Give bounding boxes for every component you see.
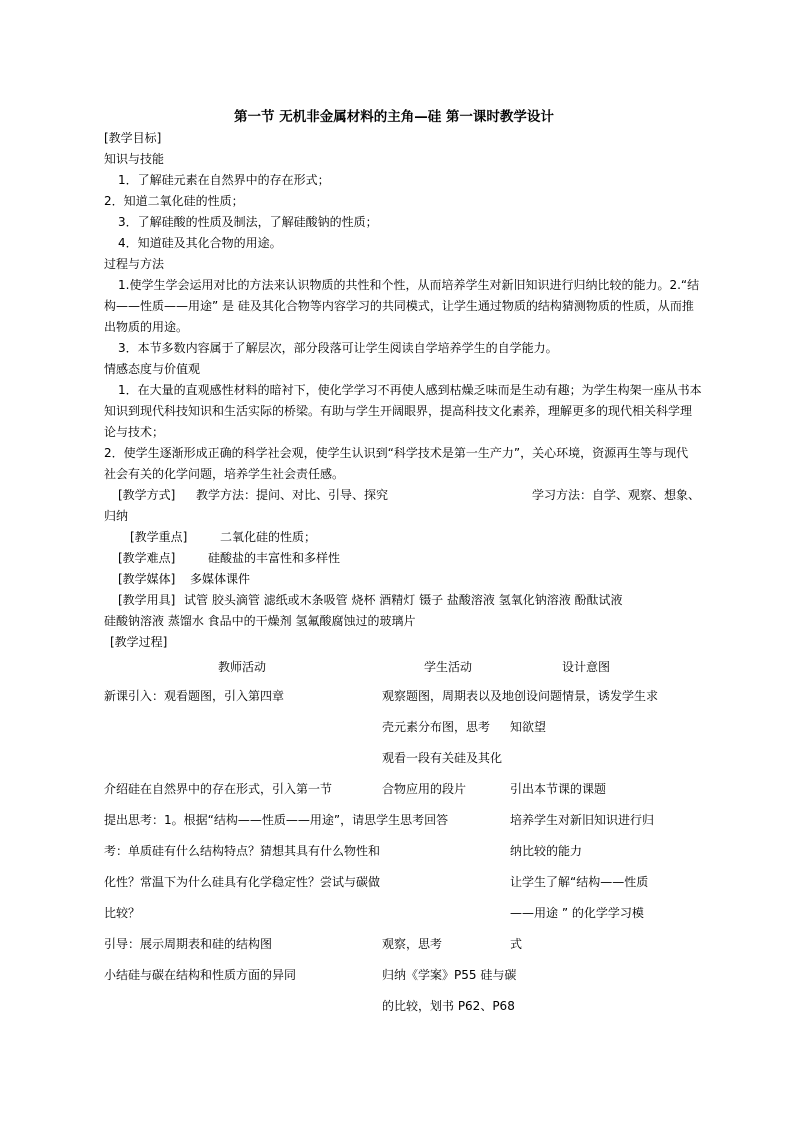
design-intent: 知欲望: [510, 720, 547, 734]
process-paragraph-line: 构——性质——用途” 是 硅及其化合物等内容学习的共同模式，让学生通过物质的结构猜测物质的性质，从而推: [104, 299, 694, 313]
student-activity: 观看一段有关硅及其化: [382, 751, 503, 765]
student-activity: 观察题图，周期表以及地创设问题情景，诱发学生求: [382, 689, 659, 703]
teacher-activity: 比较？: [104, 906, 141, 920]
knowledge-item: 1．了解硅元素在自然界中的存在形式；: [118, 173, 330, 187]
emotion-paragraph-line: 1．在大量的直观感性材料的暗衬下，使化学学习不再使人感到枯燥乏味而是生动有趣；为学生构架一座从书本: [118, 383, 702, 397]
emotion-paragraph-line: 论与技术；: [104, 425, 165, 439]
process-paragraph-line: 1.使学生学会运用对比的方法来认识物质的共性和个性，从而培养学生对新旧知识进行归纳比较的能力。2.“结: [118, 278, 700, 292]
student-activity: 壳元素分布图，思考: [382, 720, 491, 734]
method-teaching: 教学方法：提问、对比、引导、探究: [196, 488, 389, 502]
process-paragraph: 3．本节多数内容属于了解层次，部分段落可让学生阅读自学培养学生的自学能力。: [118, 341, 558, 355]
process-label: [教学过程]: [110, 635, 168, 649]
student-activity: 的比较，划书 P62、P68: [382, 999, 515, 1013]
emotion-paragraph-line: 知识到现代科技知识和生活实际的桥梁。有助与学生开阔眼界，提高科技文化素养，理解更多的现代相关科学理: [104, 404, 693, 418]
teacher-activity: 新课引入：观看题图，引入第四章: [104, 689, 285, 703]
objectives-heading: [教学目标]: [104, 131, 162, 145]
tools-line: 试管 胶头滴管 滤纸或木条吸管 烧杯 酒精灯 镊子 盐酸溶液 氢氧化钠溶液 酚酞试液: [184, 593, 623, 607]
media-value: 多媒体课件: [190, 572, 251, 586]
student-activity: 合物应用的段片: [382, 782, 467, 796]
column-header-teacher: 教师活动: [218, 660, 267, 674]
student-activity: 观察，思考: [382, 937, 443, 951]
knowledge-item: 3．了解硅酸的性质及制法，了解硅酸钠的性质；: [118, 215, 378, 229]
emotion-paragraph-line: 社会有关的化学问题，培养学生社会责任感。: [104, 467, 345, 481]
design-intent: 培养学生对新旧知识进行归: [510, 813, 655, 827]
emotion-heading: 情感态度与价值观: [104, 362, 201, 376]
focus-label: [教学重点]: [130, 530, 188, 544]
tools-line: 硅酸钠溶液 蒸馏水 食品中的干燥剂 氢氟酸腐蚀过的玻璃片: [104, 614, 416, 628]
design-intent: ——用途 ” 的化学学习模: [510, 906, 644, 920]
student-activity: 归纳《学案》P55 硅与碳: [382, 968, 517, 982]
design-intent: 引出本节课的课题: [510, 782, 607, 796]
teacher-activity: 小结硅与碳在结构和性质方面的异同: [104, 968, 297, 982]
page-title: 第一节 无机非金属材料的主角—硅 第一课时教学设计: [234, 109, 554, 125]
teacher-activity: 介绍硅在自然界中的存在形式，引入第一节: [104, 782, 333, 796]
difficulty-value: 硅酸盐的丰富性和多样性: [208, 551, 341, 565]
process-paragraph-line: 出物质的用途。: [104, 320, 189, 334]
teacher-activity: 引导：展示周期表和硅的结构图: [104, 937, 273, 951]
tools-label: [教学用具]: [118, 593, 176, 607]
emotion-paragraph-line: 2．使学生逐渐形成正确的科学社会观，使学生认识到“科学技术是第一生产力”，关心环境，资源再生等与现代: [104, 446, 689, 460]
teacher-activity: 提出思考：1。根据“结构——性质——用途”，请思学生思考回答: [104, 813, 449, 827]
design-intent: 让学生了解“结构——性质: [510, 875, 649, 889]
column-header-design: 设计意图: [562, 660, 611, 674]
knowledge-heading: 知识与技能: [104, 152, 165, 166]
method-learning-cont: 归纳: [104, 509, 129, 523]
difficulty-label: [教学难点]: [118, 551, 176, 565]
method-label: [教学方式]: [118, 488, 176, 502]
focus-value: 二氧化硅的性质；: [220, 530, 317, 544]
knowledge-item: 2．知道二氧化硅的性质；: [104, 194, 244, 208]
knowledge-item: 4．知道硅及其化合物的用途。: [118, 236, 282, 250]
teacher-activity: 化性？常温下为什么硅具有化学稳定性？尝试与碳做: [104, 875, 381, 889]
design-intent: 纳比较的能力: [510, 844, 583, 858]
process-heading: 过程与方法: [104, 257, 165, 271]
media-label: [教学媒体]: [118, 572, 176, 586]
column-header-student: 学生活动: [424, 660, 473, 674]
teacher-activity: 考：单质硅有什么结构特点？猜想其具有什么物性和: [104, 844, 381, 858]
design-intent: 式: [510, 937, 523, 951]
method-learning: 学习方法：自学、观察、想象、: [532, 488, 701, 502]
